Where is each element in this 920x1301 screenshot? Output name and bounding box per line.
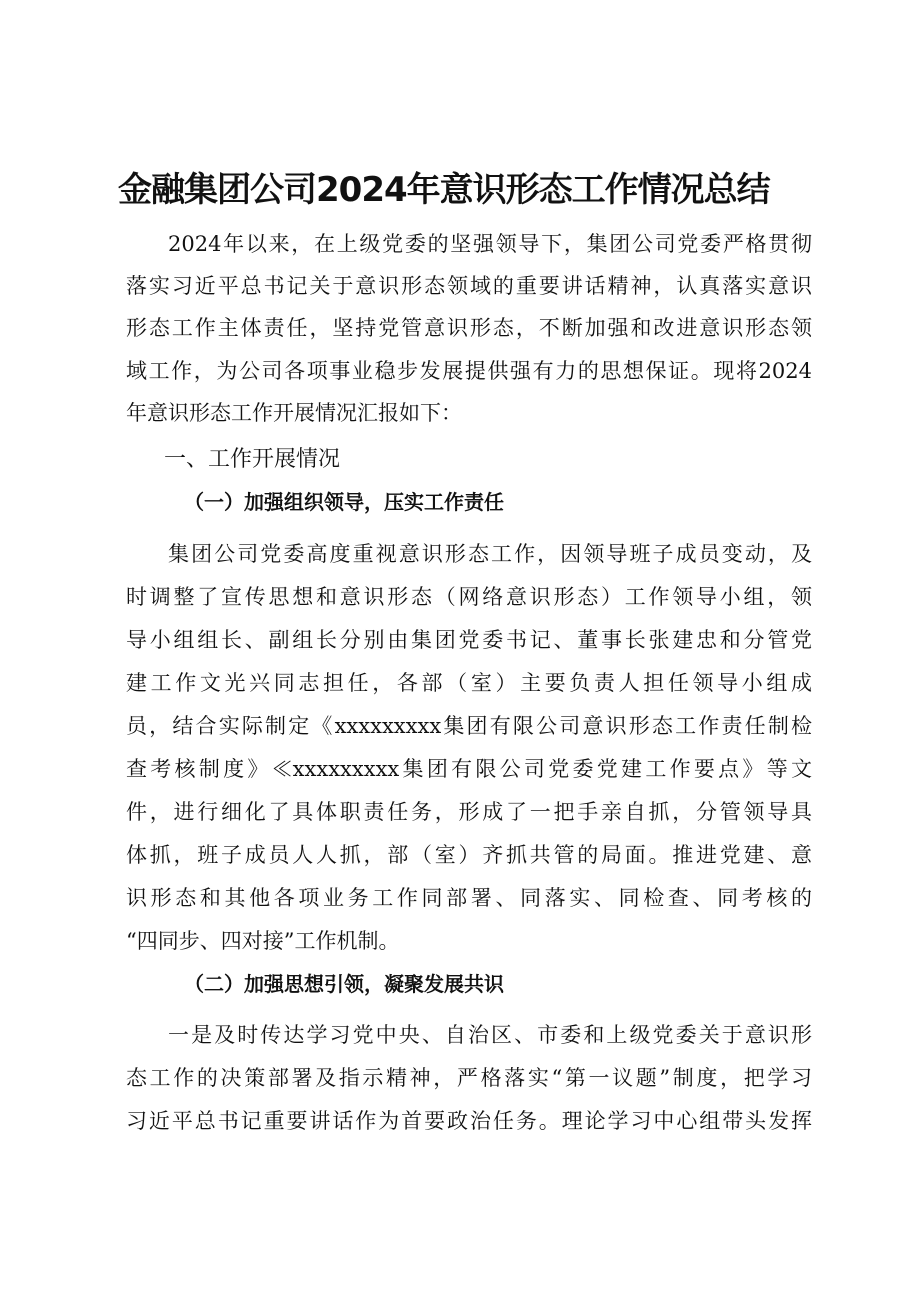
paragraph-line: 导小组组长、副组长分别由集团党委书记、董事长张建忠和分管党 (126, 628, 812, 652)
section-heading: 一、工作开展情况 (164, 447, 341, 472)
intro-line: 落实习近平总书记关于意识形态领域的重要讲话精神，认真落实意识 (126, 274, 812, 298)
intro-line: 形态工作主体责任，坚持党管意识形态，不断加强和改进意识形态领 (126, 316, 812, 340)
paragraph-line: 习近平总书记重要讲话作为首要政治任务。理论学习中心组带头发挥 (126, 1109, 812, 1133)
paragraph-line: 集团公司党委高度重视意识形态工作，因领导班子成员变动，及 (168, 542, 812, 566)
intro-line: 域工作，为公司各项事业稳步发展提供强有力的思想保证。现将2024 (126, 359, 812, 383)
paragraph-line: 识形态和其他各项业务工作同部署、同落实、同检查、同考核的 (126, 886, 812, 910)
paragraph-line: 员，结合实际制定《xxxxxxxxx集团有限公司意识形态工作责任制检 (126, 714, 812, 738)
paragraph-line: “四同步、四对接”工作机制。 (126, 929, 400, 953)
paragraph-line: 查考核制度》≪xxxxxxxxx集团有限公司党委党建工作要点》等文 (126, 757, 812, 781)
paragraph-line: 一是及时传达学习党中央、自治区、市委和上级党委关于意识形 (168, 1023, 812, 1047)
intro-line: 2024年以来，在上级党委的坚强领导下，集团公司党委严格贯彻 (168, 232, 812, 256)
paragraph-line: 建工作文光兴同志担任，各部（室）主要负责人担任领导小组成 (126, 671, 812, 695)
paragraph-line: 态工作的决策部署及指示精神，严格落实“第一议题”制度，把学习 (126, 1066, 812, 1090)
document-title: 金融集团公司2024年意识形态工作情况总结 (118, 170, 770, 210)
intro-line: 年意识形态工作开展情况汇报如下： (126, 401, 462, 425)
paragraph-line: 体抓，班子成员人人抓，部（室）齐抓共管的局面。推进党建、意 (126, 843, 812, 867)
subsection-heading: （一）加强组织领导，压实工作责任 (184, 490, 504, 514)
paragraph-line: 件，进行细化了具体职责任务，形成了一把手亲自抓，分管领导具 (126, 800, 812, 824)
subsection-heading: （二）加强思想引领，凝聚发展共识 (184, 972, 504, 996)
paragraph-line: 时调整了宣传思想和意识形态（网络意识形态）工作领导小组，领 (126, 585, 812, 609)
